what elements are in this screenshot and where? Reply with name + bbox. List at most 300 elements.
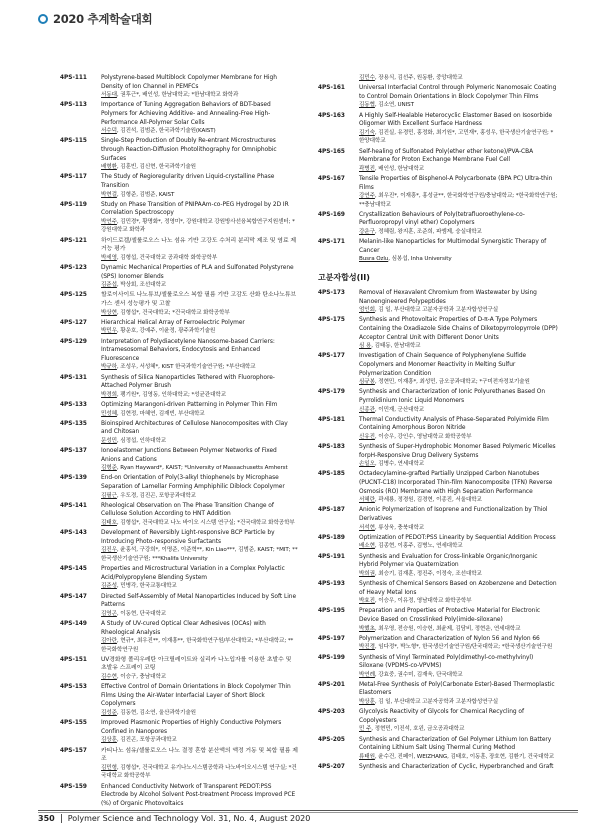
footer-divider (38, 810, 578, 811)
abstract-entry (318, 112, 558, 146)
entry-id: 4PS-153 (60, 684, 87, 691)
presenting-author: 김상훈 (101, 737, 117, 744)
entry-id: 4PS-143 (60, 530, 87, 537)
entry-title: 카티나노 섬유/셀룰로오스 나노 결정 혼합 분산액의 액정 거동 및 복합 필름 제조 (101, 747, 298, 763)
entry-body (101, 291, 298, 317)
entry-authors: 김민수, 장용식, 김선주, 원동환, 중앙대학교 (359, 75, 463, 81)
co-authors: , 권후근*, 배인성, 한남대학교; *한남대학교 화학과 (116, 92, 239, 99)
entry-body (101, 173, 298, 199)
presenting-author: 곽병진 (359, 165, 375, 172)
entry-authors (101, 764, 298, 781)
abstract-entry (60, 474, 298, 500)
abstract-entry (60, 620, 298, 654)
co-authors: , 곽세룡, 정경원, 김경현, 이종진, 서울대학교 (374, 497, 482, 504)
entry-id: 4PS-183 (318, 444, 345, 451)
abstract-entry (60, 401, 298, 418)
entry-id: 4PS-203 (318, 709, 345, 716)
abstract-entry (318, 470, 558, 504)
abstract-entry (318, 506, 558, 532)
entry-title: Effective Control of Domain Orientations in Block Copolymer Thin Films Using the Air-Water Interfacial Layer of Short Block Copolymers (101, 684, 291, 708)
continued-entry (318, 74, 558, 83)
abstract-entry (318, 635, 558, 652)
entry-authors (101, 327, 298, 336)
entry-id: 4PS-191 (318, 553, 345, 560)
abstract-entry (318, 736, 558, 762)
co-authors: , 이승우, 강인수, 영남대학교 화학공학부 (374, 433, 472, 440)
presenting-author: 박효진 (359, 598, 375, 605)
entry-body (359, 708, 558, 734)
entry-id: 4PS-197 (318, 635, 345, 642)
presenting-author: 박규하 (101, 364, 117, 371)
presenting-author: 박현걸 (101, 191, 117, 198)
abstract-entry (60, 719, 298, 745)
entry-id: 4PS-133 (60, 401, 87, 408)
entry-title: Enhanced Conductivity Network of Transparent PEDOT:PSS Electrode by Alcohol Solvent Post-treatment Process Improved PCE (%) of Organic Photovoltaics (101, 783, 296, 807)
entry-body (101, 593, 298, 619)
presenting-author: 신유진 (359, 433, 375, 440)
abstract-entry (318, 534, 558, 551)
co-authors: , 이민재, 군산대학교 (374, 406, 425, 413)
entry-title: Directed Self-Assembly of Metal Nanoparticles Induced by Soft Line Patterns (101, 593, 297, 609)
co-authors: , 김태동, 한남대학교 (371, 343, 421, 350)
entry-title: Anionic Polymerization of Isoprene and Functionalization by Thiol Derivatives (359, 507, 548, 523)
co-authors: , 정현민, 이재흥*, 최성민, 금오공과대학교; *구미전자정보기술원 (374, 379, 530, 386)
entry-title: A Highly Self-Healable Heterocyclic Elastomer Based on Isosorbide Oligomer With Excellent Surface Hardness (359, 112, 553, 128)
entry-id: 4PS-151 (60, 656, 87, 663)
entry-id: 4PS-171 (318, 239, 345, 246)
abstract-entry (318, 654, 558, 680)
entry-body (359, 148, 558, 174)
presenting-author: 박민우 (101, 328, 117, 335)
presenting-author: 박상훈 (359, 699, 375, 706)
entry-authors (101, 736, 298, 745)
entry-id: 4PS-173 (318, 290, 345, 297)
co-authors: , 팽기원*, 김영동, 인하대학교; *성균관대학교 (116, 391, 227, 398)
entry-authors (359, 101, 558, 110)
entry-title: Polymerization and Characterization of Nylon 56 and Nylon 66 (359, 635, 540, 642)
footer-separator (61, 814, 62, 823)
entry-authors (359, 433, 558, 442)
abstract-entry (318, 211, 558, 237)
entry-body (359, 316, 558, 350)
entry-id: 4PS-147 (60, 593, 87, 600)
entry-authors (359, 342, 558, 351)
circle-bullet-icon (38, 14, 48, 24)
entry-body (359, 553, 558, 579)
entry-id: 4PS-119 (60, 201, 87, 208)
presenting-author: 박연례 (359, 671, 375, 678)
entry-id: 4PS-201 (318, 681, 345, 688)
right-column (318, 74, 558, 773)
entry-authors (359, 643, 558, 652)
presenting-author: 서석현 (359, 524, 375, 531)
abstract-entry (60, 529, 298, 563)
presenting-author: 김민형 (101, 764, 117, 771)
entry-id: 4PS-205 (318, 736, 345, 743)
entry-body (359, 470, 558, 504)
abstract-entry (60, 374, 298, 400)
co-authors: , 김소연, UNIST (374, 102, 414, 109)
abstract-entry (318, 388, 558, 414)
abstract-entry (318, 443, 558, 469)
entry-body (101, 237, 298, 263)
entry-title: Thermal Conductivity Analysis of Phase-Separated Polyimide Film Containing Amorphous Boron Nitride (359, 416, 549, 432)
entry-title: Preparation and Properties of Protective Material for Electronic Device Based on Crosslinked Poly(imide-siloxane) (359, 608, 541, 623)
left-column (60, 74, 298, 810)
entry-authors (101, 637, 298, 654)
entry-id: 4PS-157 (60, 747, 87, 754)
entry-body (101, 401, 298, 418)
abstract-entry (60, 237, 298, 263)
co-authors: , 김민경*, 황명화*, 정영미*, 강원대학교 강원방사선융복합연구지원센터; *강원대학교 화학과 (101, 218, 295, 234)
entry-body (359, 534, 558, 551)
entry-authors (101, 582, 298, 591)
entry-authors (359, 228, 558, 237)
entry-title: Melanin-like Nanoparticles for Multimodal Synergistic Therapy of Cancer (359, 239, 547, 254)
entry-title: Improved Plasmonic Properties of Highly Conductive Polymers Confined in Nanopores (101, 720, 282, 735)
entry-authors (101, 546, 298, 563)
co-authors: , 윤수건, 진페이, WEIZHANG, 김태호, 이동훈, 장호현, 김환기, 건국대학교 (374, 753, 555, 760)
abstract-entry (60, 338, 298, 372)
entry-authors (359, 698, 558, 707)
presenting-author: 서수덕 (101, 128, 117, 135)
entry-id: 4PS-175 (318, 317, 345, 324)
entry-body (101, 201, 298, 235)
entry-id: 4PS-127 (60, 319, 87, 326)
entry-body (359, 736, 558, 762)
presenting-author: 김성준 (101, 710, 117, 717)
entry-authors (359, 597, 558, 606)
presenting-author: 김준섭 (101, 282, 117, 289)
presenting-author: Busra Ozlu (359, 256, 389, 263)
entry-title: Optimization of PEDOT:PSS Linearity by Sequential Addition Process (359, 534, 556, 541)
entry-body (101, 338, 298, 372)
entry-authors (101, 191, 298, 200)
entry-body (101, 447, 298, 473)
entry-id: 4PS-135 (60, 420, 87, 427)
presenting-author: 김기숙 (359, 129, 375, 136)
presenting-author: 강운구 (359, 229, 375, 236)
entry-id: 4PS-199 (318, 654, 345, 661)
entry-id: 4PS-125 (60, 292, 87, 299)
entry-title: Synthesis of Super-Hydrophobic Monomer Based Polymeric Micelles forpH-Responsive Drug Delivery Systems (359, 444, 556, 459)
abstract-entry (318, 316, 558, 350)
entry-authors (359, 129, 558, 146)
abstract-entry (318, 175, 558, 209)
entry-body (359, 635, 558, 652)
entry-title: Tensile Properties of Bisphenol-A Polycarbonate (BPA PC) Ultra-thin Films (359, 175, 553, 191)
entry-authors (101, 391, 298, 400)
entry-authors (101, 709, 298, 718)
presenting-author: 신종관 (359, 406, 375, 413)
entry-body (101, 319, 298, 336)
abstract-entry (60, 173, 298, 199)
entry-title: Dynamic Mechanical Properties of PLA and Sulfonated Polystyrene (SPS) Ionomer Blends (101, 265, 294, 280)
abstract-entry (318, 607, 558, 633)
entry-id: 4PS-145 (60, 566, 87, 573)
co-authors: , 김진석, 김범준, 한국과학기술원(KAIST) (116, 128, 216, 135)
entry-title: UV경화형 폴리우레탄 아크릴레이트와 실리카 나노입자를 이용한 초발수 및 초발유 스프레이 코팅 (101, 656, 292, 672)
entry-id: 4PS-169 (318, 211, 345, 218)
conference-title: 2020 추계학술대회 (53, 12, 153, 26)
co-authors: , Ryan Hayward*, KAIST; *University of Massachusetts Amherst (116, 465, 288, 472)
entry-authors (359, 753, 558, 762)
entry-title: Rheological Observation on The Phase Transition Change of Cellulose Solution According to HNT Addition (101, 502, 274, 518)
presenting-author: 심규봉 (359, 379, 375, 386)
presenting-author: 민성혜 (101, 410, 117, 417)
co-authors: , 윤홍석, 구강희*, 이명준, 이준혁**, Kin Liao***, 김범준, KAIST; *MIT; **한국생산기술연구원; ***Khalifa University (101, 547, 298, 562)
entry-body (359, 580, 558, 606)
page-header (38, 11, 152, 27)
entry-body (359, 289, 558, 315)
entry-authors (101, 309, 298, 318)
entry-title: Bioinspired Architectures of Cellulose Nanocomposites with Clay and Chitosan (101, 420, 288, 436)
entry-id: 4PS-193 (318, 580, 345, 587)
entry-title: Single-Step Production of Doubly Re-entrant Microstructures through Reaction-Diffusion Photolithography for Omniphobic Surfaces (101, 138, 277, 162)
entry-title: Glycolysis Reactivity of Glycols for Chemical Recycling of Copolyesters (359, 709, 524, 724)
presenting-author: 김동협 (359, 102, 375, 109)
entry-body (359, 175, 558, 209)
entry-title: Study on Phase Transition of PNIPAAm-co-PEG Hydrogel by 2D IR Correlation Spectroscopy (101, 201, 289, 217)
abstract-entry (60, 420, 298, 446)
entry-authors (359, 165, 558, 174)
co-authors: , 류상욱, 충북대학교 (374, 524, 425, 531)
entry-authors (359, 460, 558, 469)
co-authors: , 심정섭, 인하대학교 (116, 437, 167, 444)
entry-authors (359, 255, 558, 264)
entry-authors (359, 524, 558, 533)
abstract-entry (60, 74, 298, 100)
co-authors: , 우도경, 김진곤, 포항공과대학교 (116, 492, 196, 499)
abstract-entry (318, 238, 558, 264)
entry-id: 4PS-185 (318, 471, 345, 478)
entry-body (101, 137, 298, 171)
entry-id: 4PS-167 (318, 175, 345, 182)
co-authors: , 김형섭*, 건국대학교 유기나노시스템공학과 나노바이오시스템 연구실; *건국대학교 화학공학부 (101, 764, 297, 780)
entry-authors (101, 610, 298, 619)
co-authors: , 김병수, 연세대학교 (374, 461, 425, 468)
co-authors: , 이동현, 단국대학교 (116, 610, 167, 617)
co-authors: , 민병각, 한국교통대학교 (116, 583, 177, 590)
section-heading: 고분자합성(II) (318, 273, 370, 283)
entry-authors (359, 542, 558, 551)
entry-body (359, 607, 558, 633)
entry-authors (359, 570, 558, 579)
abstract-entry (60, 319, 298, 336)
co-authors: , 김형섭, 건국대학교 공과대학 화학공학부 (116, 254, 218, 261)
presenting-author: 엄인회 (359, 307, 375, 314)
entry-body (101, 374, 298, 400)
co-authors: , 김형섭*, 건국대학교; *건국대학교 화학공학부 (116, 309, 230, 316)
presenting-author: 박연주 (101, 218, 117, 225)
entry-body (101, 420, 298, 446)
entry-title: Synthesis and Characterization of Gel Polymer Lithium Ion Battery Containing Lithium Salt Using Thermal Curing Method (359, 736, 552, 752)
abstract-entry (60, 447, 298, 473)
entry-authors (359, 496, 558, 505)
abstract-entry (60, 502, 298, 528)
entry-body (359, 388, 558, 414)
abstract-entry (60, 291, 298, 317)
abstract-entry (60, 783, 298, 809)
entry-authors (359, 725, 558, 734)
abstract-entry (318, 352, 558, 386)
presenting-author: 김수현 (101, 674, 117, 681)
entry-body (101, 620, 298, 654)
entry-body (101, 565, 298, 591)
abstract-entry (318, 763, 558, 772)
abstract-entry (60, 565, 298, 591)
entry-body (101, 719, 298, 745)
co-authors: , 김형준, 김범준, KAIST (116, 191, 175, 198)
entry-title: Removal of Hexavalent Chromium from Wastewater by Using Nanoengineered Polypeptides (359, 290, 537, 305)
entry-id: 4PS-141 (60, 502, 87, 509)
co-authors: , 현규*, 최우진**, 이재흥**, 한국화학연구원/부산대학교; *부산대학교; **한국화학연구원 (101, 638, 294, 653)
entry-title: Synthesis and Characterization of Ionic Polyurethanes Based On Pyrrolidinium Ionic Liquid Monomers (359, 389, 546, 404)
entry-id: 4PS-207 (318, 764, 345, 770)
presenting-author: 김형준 (101, 465, 117, 472)
co-authors: , 최우영, 전승원, 이승헌, 최윤제, 김담비, 정현운, 연세대학교 (374, 625, 521, 632)
presenting-author: 김아란 (101, 638, 117, 645)
co-authors: , 김 일, 부산대학교 고분자공학과 고분자합성연구실 (374, 699, 499, 706)
entry-id: 4PS-117 (60, 174, 87, 181)
abstract-entry (318, 84, 558, 110)
abstract-entry (60, 593, 298, 619)
entry-title: Crystallization Behaviours of Poly(tetrafluoroethylene-co-Perfluoropropyl vinyl ether) Copolymers (359, 211, 525, 227)
co-authors: , 강효중, 권수미, 김재욱, 단국대학교 (374, 671, 463, 678)
entry-id: 4PS-113 (60, 102, 87, 109)
entry-id: 4PS-131 (60, 374, 87, 381)
entry-authors (101, 254, 298, 263)
entry-id: 4PS-129 (60, 338, 87, 345)
presenting-author: 문성민 (101, 437, 117, 444)
entry-title: Metal-Free Synthesis of Poly(Carbonate Ester)-Based Thermoplastic Elastomers (359, 681, 555, 697)
entry-id: 4PS-115 (60, 138, 87, 145)
entry-title: Hierarchical Helical Array of Ferroelectric Polymer (101, 319, 245, 326)
entry-body (359, 238, 558, 264)
entry-id: 4PS-195 (318, 608, 345, 615)
entry-body (359, 506, 558, 532)
entry-body (359, 681, 558, 707)
entry-body (359, 211, 558, 237)
co-authors: , 김동현, 김소연, 울산과학기술원 (116, 710, 196, 717)
entry-authors (101, 281, 298, 290)
entry-id: 4PS-137 (60, 448, 87, 455)
co-authors: , 임다정*, 박노형*, 한국생산기술연구원/단국대학교; *한국생산기술연구원 (374, 644, 553, 651)
abstract-entry (318, 580, 558, 606)
abstract-entry (318, 553, 558, 579)
presenting-author: 김필근 (101, 492, 117, 499)
co-authors: , 김형섭*, 건국대학교 나노 바이오 시스템 연구실; *건국대학교 화학공학부 (116, 520, 295, 526)
entry-authors (101, 127, 298, 136)
entry-body (101, 783, 298, 809)
entry-body (101, 747, 298, 781)
abstract-entry (318, 708, 558, 734)
entry-authors (359, 192, 558, 209)
co-authors: , 이승구, 충남대학교 (116, 674, 167, 681)
co-authors: , 김 일, 부산대학교 고분자공학과 고분자합성연구실 (374, 307, 499, 314)
co-authors: , 김훈빈, 김신현, 한국과학기술원 (116, 164, 196, 171)
entry-title: Synthesis and Characterization of Cyclic, Hyperbranched and Graft (359, 764, 554, 770)
page-number: 350 (38, 814, 55, 823)
entry-body (101, 502, 298, 528)
entry-title: The Study of Regioregularity driven Liquid-crystalline Phase Transition (101, 174, 275, 189)
entry-id: 4PS-159 (60, 783, 87, 790)
co-authors: , 김현정, 마혜연, 김재빈, 부산대학교 (116, 410, 205, 417)
co-authors: , 김진곤, 포항공과대학교 (116, 737, 177, 744)
footer-divider-thin (38, 812, 578, 813)
entry-body (101, 74, 298, 100)
entry-id: 4PS-189 (318, 534, 345, 541)
entry-title: Synthesis of Vinyl Terminated Poly(dimethyl-co-methylvinyl) Siloxane (VPDMS-co-VPVMS) (359, 654, 534, 670)
entry-title: Investigation of Chain Sequence of Polyphenylene Sulfide Copolymers and Monomer Reactivity in Melting Sulfur Polymerization Condition (359, 353, 527, 377)
presenting-author: 민 주 (359, 726, 372, 733)
abstract-entry (60, 137, 298, 171)
entry-body (359, 654, 558, 680)
co-authors: , 김종현, 이홍주, 김병노, 연세대학교 (374, 543, 463, 550)
presenting-author: 강연주 (359, 193, 375, 200)
entry-title: A Study of UV-cured Optical Clear Adhesives (OCAs) with Rheological Analysis (101, 620, 266, 636)
entry-id: 4PS-181 (318, 416, 345, 423)
entry-id: 4PS-111 (60, 75, 87, 81)
entry-authors (101, 163, 298, 172)
entry-id: 4PS-149 (60, 620, 87, 627)
entry-title: Interpretation of Polydiacetylene Nanosome-based Carriers: Intramesosomal Behaviors, Endocytosis and Enhanced Fluorescence (101, 338, 275, 362)
entry-body (359, 84, 558, 110)
abstract-entry (318, 681, 558, 707)
presenting-author: 서혜란 (359, 497, 375, 504)
entry-title: 할로이사이트 나노튜브/셀룰로오스 복합 필름 기반 고감도 산화 탄소나노튜브 가스 센서 성능평가 및 고찰 (101, 292, 297, 307)
presenting-author: 박진경 (359, 644, 375, 651)
entry-id: 4PS-155 (60, 720, 87, 727)
entry-id: 4PS-177 (318, 353, 345, 360)
entry-authors (359, 671, 558, 680)
entry-authors (359, 406, 558, 415)
presenting-author: 김진우 (101, 547, 117, 554)
entry-body (359, 112, 558, 146)
entry-title: End-on Orientation of Poly(3-alkyl thiophene)s by Microphase Separation of Lamellar Forming Amphiphilic Diblock Copolymer (101, 475, 285, 491)
abstract-entry (60, 201, 298, 235)
entry-title: Polystyrene-based Multiblock Copolymer Membrane for High Density of Ion Channel in PEMFCs (101, 75, 277, 90)
abstract-entry (60, 747, 298, 781)
entry-authors (359, 306, 558, 315)
entry-body (359, 416, 558, 442)
entry-authors (359, 378, 558, 387)
presenting-author: 배소현 (359, 543, 375, 550)
presenting-author: 박세영 (101, 254, 117, 261)
entry-authors (101, 218, 298, 235)
page-footer (38, 814, 310, 823)
abstract-entry (60, 101, 298, 135)
entry-title: Synthesis of Chemical Sensors Based on Azobenzene and Detection of Heavy Metal Ions (359, 580, 557, 596)
co-authors: , 최승기, 김재훈, 정진주, 이정숙, 조선대학교 (374, 570, 482, 577)
entry-authors (101, 673, 298, 682)
entry-id: 4PS-121 (60, 237, 87, 244)
co-authors: , 정혜림, 왕지훈, 조준희, 파엠제, 숭실대학교 (374, 229, 482, 236)
entry-authors (101, 437, 298, 446)
presenting-author: 김영곤 (101, 610, 117, 617)
co-authors: , 최우진*, 이재흥*, 홍성균**, 한국화학연구원/충남대학교; *한국화학연구원; **충남대학교 (359, 193, 558, 208)
co-authors: , 심봉섭, Inha University (388, 256, 452, 263)
abstract-entry (60, 264, 298, 290)
entry-authors (101, 492, 298, 501)
entry-title: Universal Interfacial Control through Polymeric Nanomosaic Coating to Control Domain Orientations in Block Copolymer Thin Films (359, 85, 557, 100)
entry-title: 하이드로겔/셀룰로오스 나노 섬유 기반 고강도 수처리 분리막 제조 및 염료 제거능 평가 (101, 237, 297, 253)
presenting-author: 손일오 (359, 461, 375, 468)
entry-id: 4PS-161 (318, 85, 345, 92)
entry-body (101, 656, 298, 682)
entry-body (359, 763, 558, 772)
entry-title: Optimizing Marangoni-driven Patterning in Polymer Thin Film (101, 401, 278, 408)
